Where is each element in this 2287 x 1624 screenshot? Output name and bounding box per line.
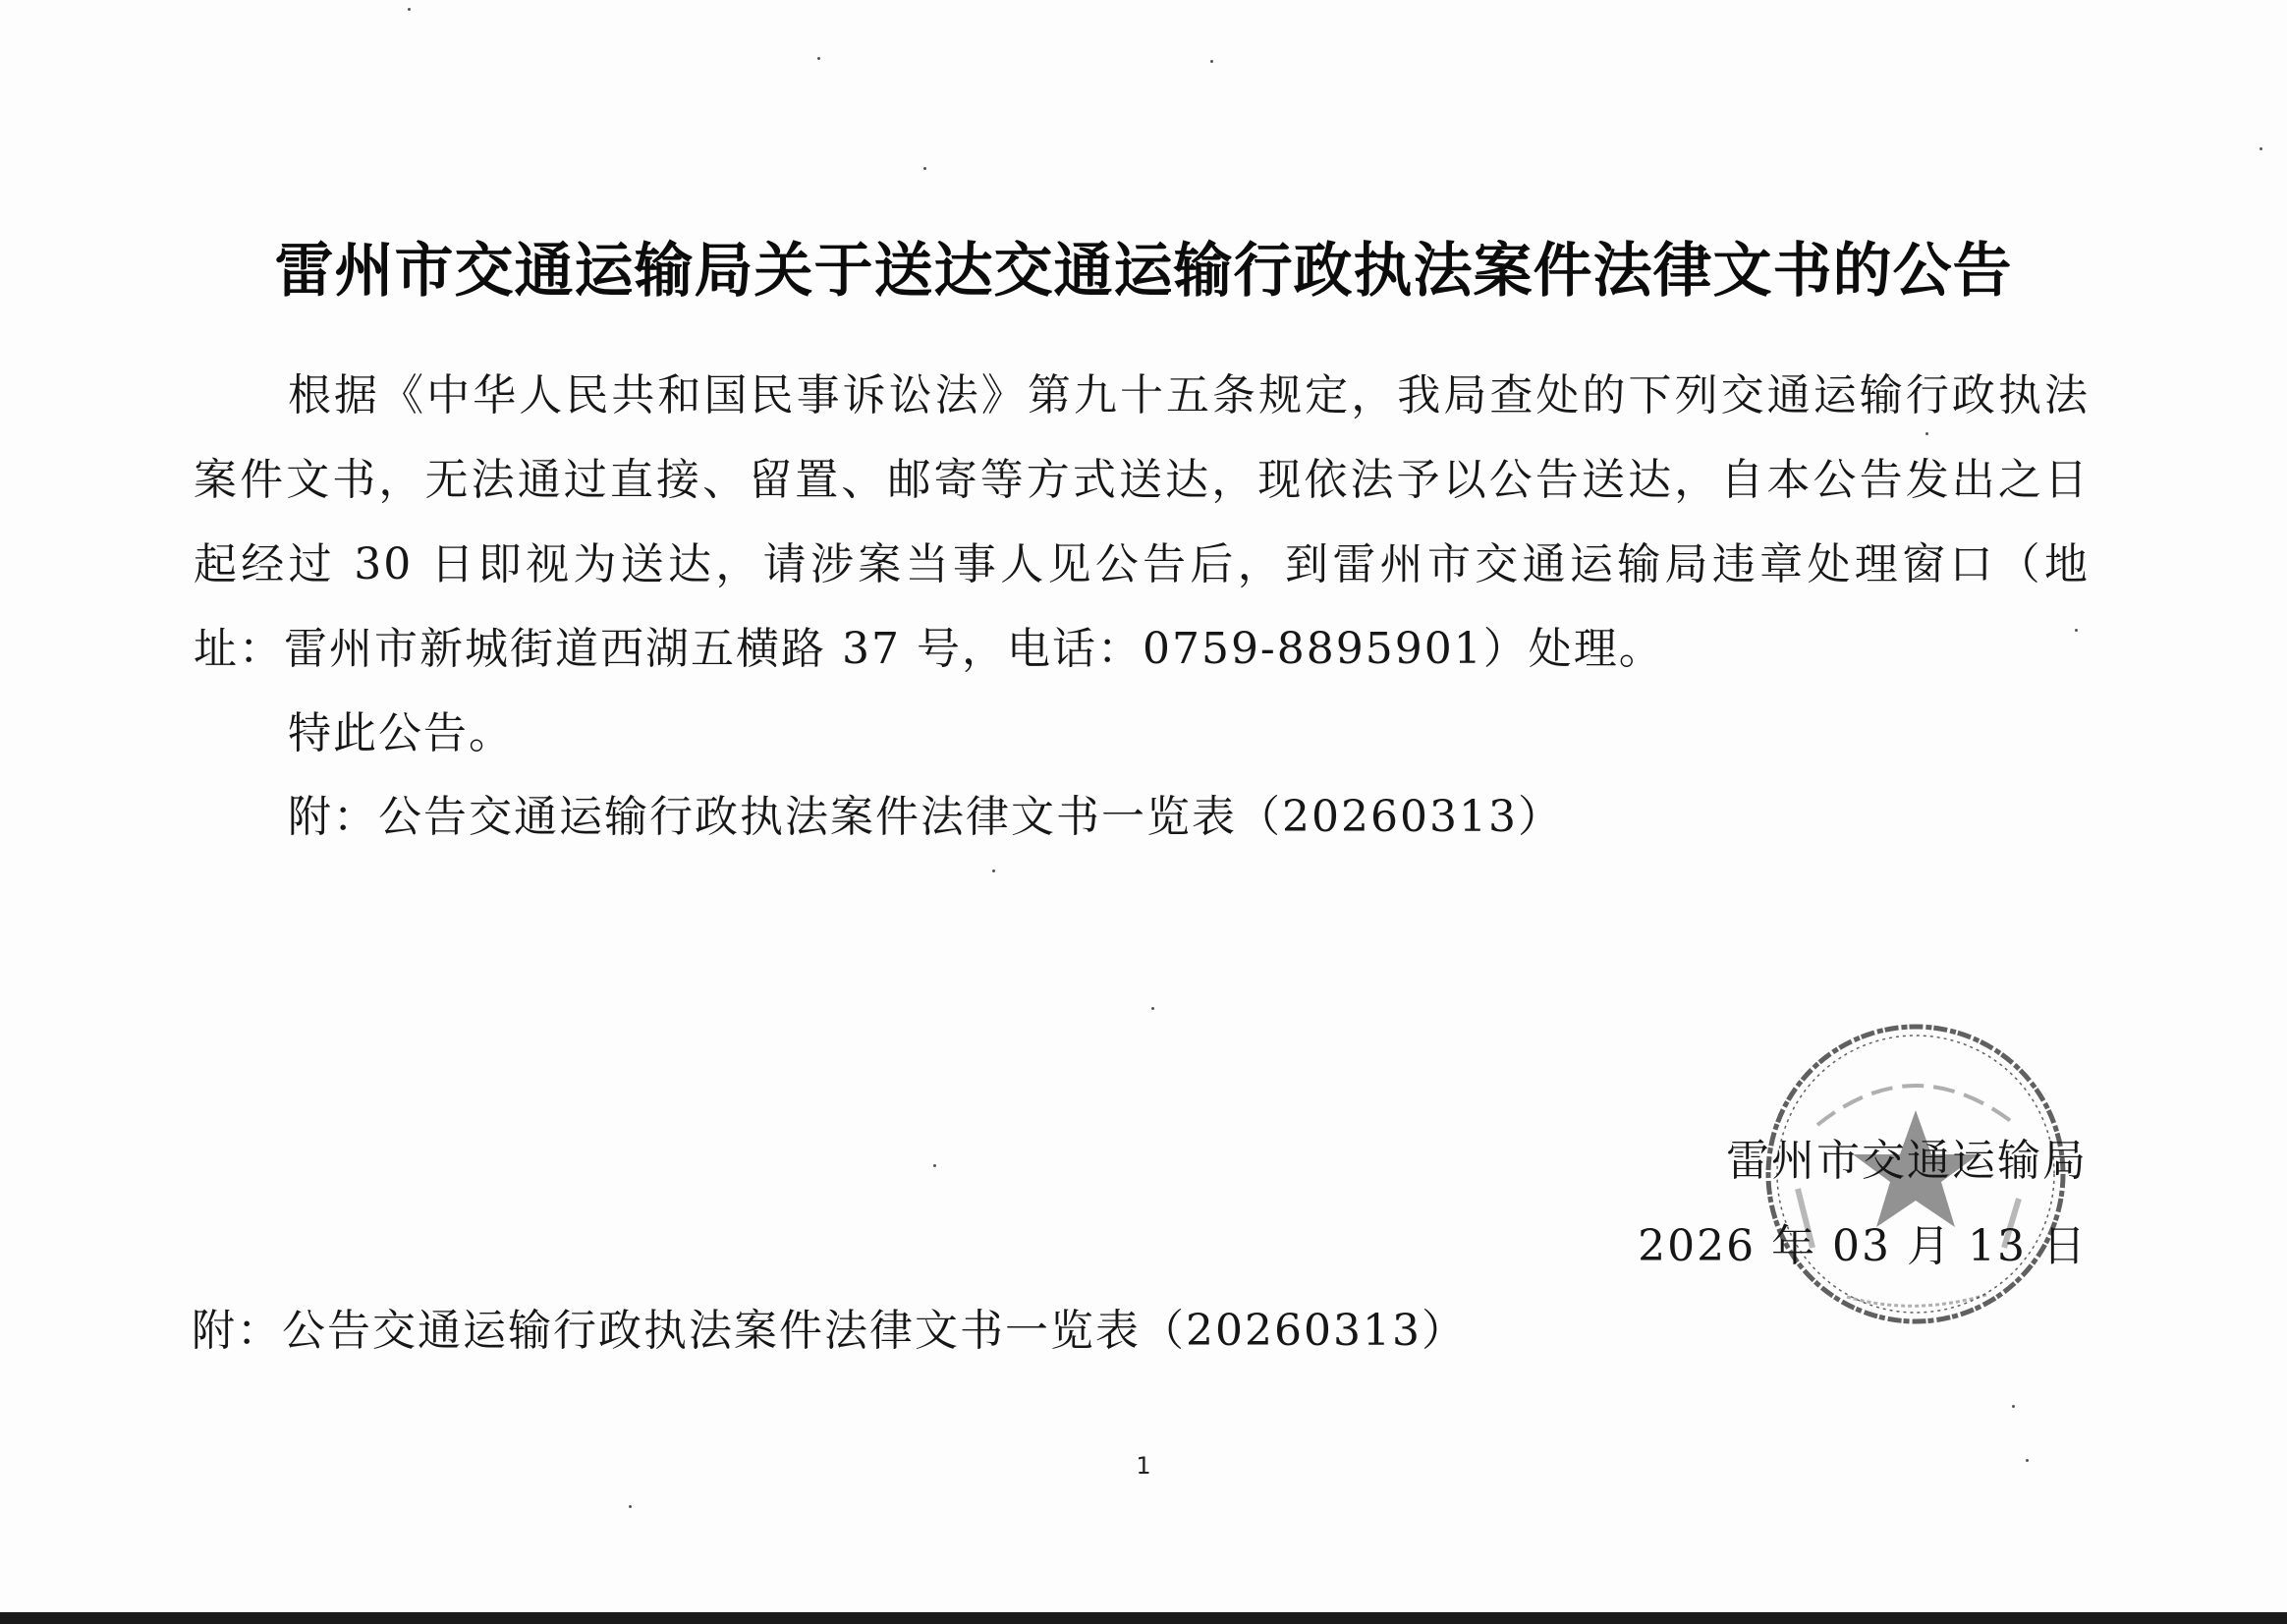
scan-speck bbox=[1925, 432, 1928, 435]
scan-speck bbox=[2075, 629, 2078, 632]
body-paragraph: 根据《中华人民共和国民事诉讼法》第九十五条规定，我局查处的下列交通运输行政执法案件文书，无法通过直接、留置、邮寄等方式送达，现依法予以公告送达，自本公告发出之日起经过 30 日即视为送达，请涉案当事人见公告后，到雷州市交通运输局违章处理窗口（地址：雷州市新城街道西湖五横路 37 号，电话：0759-8895901）处理。 bbox=[194, 370, 2090, 674]
document-title: 雷州市交通运输局关于送达交通运输行政执法案件法律文书的公告 bbox=[274, 237, 2013, 306]
scan-speck bbox=[408, 8, 411, 11]
signature-date: 2026 年 03 月 13 日 bbox=[1638, 1221, 2088, 1271]
scan-speck bbox=[2259, 147, 2262, 150]
signature-organization: 雷州市交通运输局 bbox=[1726, 1136, 2088, 1186]
attachment-line: 附：公告交通运输行政执法案件法律文书一览表（20260313） bbox=[288, 792, 1563, 842]
scan-speck bbox=[992, 869, 995, 872]
page-number: 1 bbox=[1136, 1452, 1151, 1480]
attachment-footer: 附：公告交通运输行政执法案件法律文书一览表（20260313） bbox=[192, 1306, 1467, 1356]
scan-speck bbox=[1210, 60, 1213, 63]
scan-speck bbox=[2012, 1405, 2015, 1408]
closing-line: 特此公告。 bbox=[288, 708, 514, 758]
scan-speck bbox=[933, 1164, 936, 1167]
scan-speck bbox=[629, 1505, 632, 1508]
scan-speck bbox=[1151, 1007, 1154, 1010]
scan-speck bbox=[2026, 1459, 2029, 1462]
scan-speck bbox=[923, 167, 926, 170]
scan-speck bbox=[817, 57, 820, 60]
scan-edge-bar bbox=[0, 1612, 2287, 1624]
